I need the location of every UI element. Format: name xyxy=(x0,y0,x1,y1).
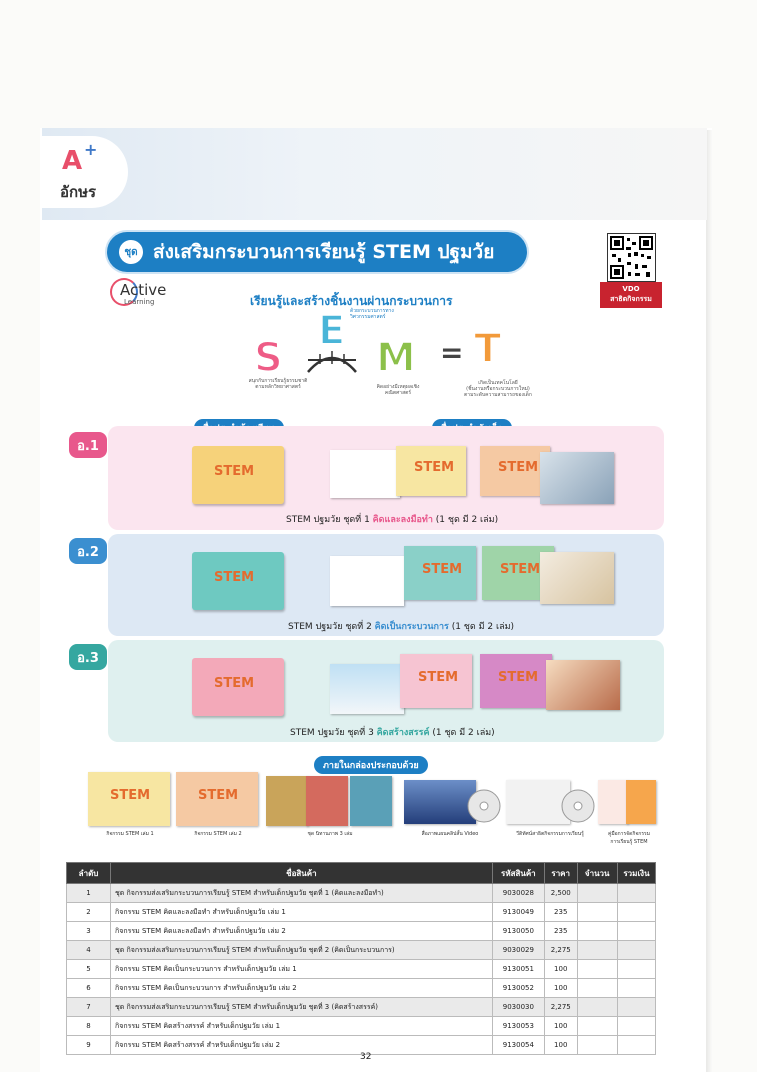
qr-code-icon[interactable] xyxy=(607,233,656,282)
title-prefix-badge: ชุด xyxy=(119,240,143,264)
table-row xyxy=(67,998,656,1017)
row-price: 100 xyxy=(544,960,577,979)
row-product-code: 9130050 xyxy=(492,922,544,941)
row-number: 6 xyxy=(67,979,111,998)
book-stem-logo: STEM xyxy=(500,562,541,577)
book-stem-logo: STEM xyxy=(498,670,539,685)
contents-thumb-3b xyxy=(306,776,348,826)
contents-thumb-6a xyxy=(598,780,628,824)
book-stem-logo: STEM xyxy=(498,460,539,475)
row-product-name: กิจกรรม STEM คิดเป็นกระบวนการ สำหรับเด็กปฐมวัย เล่ม 1 xyxy=(111,960,493,979)
box-stem-logo: STEM xyxy=(214,464,255,479)
page-shadow xyxy=(706,130,712,1072)
page-title: ส่งเสริมกระบวนการเรียนรู้ STEM ปฐมวัย xyxy=(153,241,495,263)
contents-thumb-2 xyxy=(176,772,258,826)
page-number: 32 xyxy=(360,1052,372,1062)
row-quantity-cell[interactable] xyxy=(577,960,617,979)
row-price: 100 xyxy=(544,1017,577,1036)
child-book-3c xyxy=(480,654,552,708)
contents-caption-6: คู่มือการจัดกิจกรรม การเรียนรู้ STEM xyxy=(608,831,650,845)
set-code-2: อ.2 xyxy=(69,538,107,564)
set-caption-2-highlight: คิดเป็นกระบวนการ xyxy=(374,622,449,632)
child-book-3d xyxy=(546,660,620,710)
box-stem-logo: STEM xyxy=(214,676,255,691)
row-quantity-cell[interactable] xyxy=(577,979,617,998)
set-caption-1-pre: STEM ปฐมวัย ชุดที่ 1 xyxy=(286,515,373,525)
row-quantity-cell[interactable] xyxy=(577,922,617,941)
caption-m: คิดอย่างมีเหตุผลเชิง คณิตศาสตร์ xyxy=(376,384,420,396)
table-row xyxy=(67,903,656,922)
contents-thumb-3c xyxy=(350,776,392,826)
row-product-name: ชุด กิจกรรมส่งเสริมกระบวนการเรียนรู้ STEM สำหรับเด็กปฐมวัย ชุดที่ 3 (คิดสร้างสรรค์) xyxy=(111,998,493,1017)
caption-s: สนุกกับการเรียนรู้ธรรมชาติ ตามหลักวิทยาศาสตร์ xyxy=(248,378,308,390)
row-quantity-cell[interactable] xyxy=(577,1017,617,1036)
col-name: ชื่อสินค้า xyxy=(111,863,493,884)
letter-t: T xyxy=(474,326,502,372)
row-total-cell[interactable] xyxy=(617,1017,655,1036)
set-caption-2-post: (1 ชุด มี 2 เล่ม) xyxy=(448,622,515,632)
set-caption-1 xyxy=(286,512,498,526)
order-table xyxy=(66,862,656,1055)
set-caption-1-highlight: คิดและลงมือทำ xyxy=(372,515,433,525)
child-book-1d xyxy=(540,452,614,504)
contents-caption-1: กิจกรรม STEM เล่ม 1 xyxy=(106,831,154,837)
row-quantity-cell[interactable] xyxy=(577,941,617,960)
col-code: รหัสสินค้า xyxy=(492,863,544,884)
active-learning-line1: Active xyxy=(120,281,167,299)
row-price: 235 xyxy=(544,903,577,922)
row-number: 1 xyxy=(67,884,111,903)
contents-thumb-3a xyxy=(266,776,308,826)
set-code-3: อ.3 xyxy=(69,644,107,670)
row-price: 235 xyxy=(544,922,577,941)
table-row xyxy=(67,922,656,941)
set-caption-2-pre: STEM ปฐมวัย ชุดที่ 2 xyxy=(288,622,375,632)
set-caption-3-highlight: คิดสร้างสรรค์ xyxy=(376,728,430,738)
row-number: 8 xyxy=(67,1017,111,1036)
row-number: 2 xyxy=(67,903,111,922)
row-total-cell[interactable] xyxy=(617,903,655,922)
row-product-code: 9030029 xyxy=(492,941,544,960)
caption-e: ด้วยกระบวนการทาง วิศวกรรมศาสตร์ xyxy=(350,308,394,320)
row-number: 4 xyxy=(67,941,111,960)
box-stem-logo: STEM xyxy=(214,570,255,585)
row-price: 100 xyxy=(544,979,577,998)
row-product-code: 9130054 xyxy=(492,1036,544,1055)
row-total-cell[interactable] xyxy=(617,979,655,998)
contents-label: ภายในกล่องประกอบด้วย xyxy=(314,756,428,774)
book-stem-logo: STEM xyxy=(414,460,455,475)
col-qty: จำนวน xyxy=(577,863,617,884)
row-product-name: ชุด กิจกรรมส่งเสริมกระบวนการเรียนรู้ STEM สำหรับเด็กปฐมวัย ชุดที่ 1 (คิดและลงมือทำ) xyxy=(111,884,493,903)
letter-e: E xyxy=(318,308,346,354)
col-no: ลำดับ xyxy=(67,863,111,884)
row-product-name: กิจกรรม STEM คิดและลงมือทำ สำหรับเด็กปฐมวัย เล่ม 2 xyxy=(111,922,493,941)
row-product-name: กิจกรรม STEM คิดและลงมือทำ สำหรับเด็กปฐมวัย เล่ม 1 xyxy=(111,903,493,922)
set-caption-3-pre: STEM ปฐมวัย ชุดที่ 3 xyxy=(290,728,377,738)
contents-thumb-6b xyxy=(626,780,656,824)
book-stem-logo: STEM xyxy=(422,562,463,577)
row-quantity-cell[interactable] xyxy=(577,1036,617,1055)
row-quantity-cell[interactable] xyxy=(577,903,617,922)
table-row xyxy=(67,941,656,960)
brand-name: อักษร xyxy=(60,183,97,201)
letter-m: M xyxy=(376,335,416,381)
set-caption-3 xyxy=(290,725,495,739)
row-total-cell[interactable] xyxy=(617,884,655,903)
row-product-code: 9130053 xyxy=(492,1017,544,1036)
table-header-row xyxy=(67,863,656,884)
row-product-name: ชุด กิจกรรมส่งเสริมกระบวนการเรียนรู้ STEM สำหรับเด็กปฐมวัย ชุดที่ 2 (คิดเป็นกระบวนการ) xyxy=(111,941,493,960)
classroom-box-2 xyxy=(192,552,284,610)
table-row xyxy=(67,979,656,998)
active-learning-line2: Learning xyxy=(124,298,155,306)
child-book-1b xyxy=(396,446,466,496)
letter-s: S xyxy=(254,335,283,381)
row-quantity-cell[interactable] xyxy=(577,998,617,1017)
row-total-cell[interactable] xyxy=(617,941,655,960)
page-title-banner xyxy=(107,232,527,272)
child-book-2b xyxy=(404,546,476,600)
child-book-2d xyxy=(540,552,614,604)
header-watermark xyxy=(330,158,346,204)
qr-label-line1: VDO xyxy=(622,285,640,293)
table-row xyxy=(67,884,656,903)
row-product-name: กิจกรรม STEM คิดสร้างสรรค์ สำหรับเด็กปฐมวัย เล่ม 1 xyxy=(111,1017,493,1036)
contents-caption-2: กิจกรรม STEM เล่ม 2 xyxy=(194,831,242,837)
row-price: 2,275 xyxy=(544,941,577,960)
set-caption-2 xyxy=(288,619,514,633)
child-book-2a xyxy=(330,556,404,606)
classroom-box-1 xyxy=(192,446,284,504)
header-band xyxy=(42,128,707,220)
bridge-icon xyxy=(306,342,358,376)
row-total-cell[interactable] xyxy=(617,998,655,1017)
qr-label xyxy=(600,282,662,308)
contents-caption-4: สื่อภาพแผนคลิปสั้น Video xyxy=(421,831,479,837)
qr-label-line2: สาธิตกิจกรรม xyxy=(610,295,652,303)
child-book-3a xyxy=(330,664,404,714)
row-total-cell[interactable] xyxy=(617,960,655,979)
row-number: 3 xyxy=(67,922,111,941)
table-row xyxy=(67,1017,656,1036)
row-quantity-cell[interactable] xyxy=(577,884,617,903)
thumb-stem-logo: STEM xyxy=(110,788,151,803)
row-product-name: กิจกรรม STEM คิดสร้างสรรค์ สำหรับเด็กปฐมวัย เล่ม 2 xyxy=(111,1036,493,1055)
col-total: รวมเงิน xyxy=(617,863,655,884)
caption-t: เกิดเป็นเทคโนโลยี (ชิ้นงานหรือกระบวนการใหม่) ตามระดับความสามารถของเด็ก xyxy=(464,380,532,398)
book-stem-logo: STEM xyxy=(418,670,459,685)
row-total-cell[interactable] xyxy=(617,1036,655,1055)
row-number: 9 xyxy=(67,1036,111,1055)
contents-caption-5: วีดิทัศน์สาธิตกิจกรรมการเรียนรู้ xyxy=(516,831,584,837)
row-product-code: 9030030 xyxy=(492,998,544,1017)
contents-caption-3: ชุด นิทานภาพ 3 เล่ม xyxy=(307,831,353,837)
classroom-box-3 xyxy=(192,658,284,716)
row-number: 5 xyxy=(67,960,111,979)
set-caption-1-post: (1 ชุด มี 2 เล่ม) xyxy=(432,515,499,525)
equals-sign: = xyxy=(440,336,464,369)
contents-thumb-1 xyxy=(88,772,170,826)
row-product-code: 9130052 xyxy=(492,979,544,998)
row-product-code: 9030028 xyxy=(492,884,544,903)
set-code-1: อ.1 xyxy=(69,432,107,458)
row-product-code: 9130051 xyxy=(492,960,544,979)
table-row xyxy=(67,960,656,979)
row-product-name: กิจกรรม STEM คิดเป็นกระบวนการ สำหรับเด็กปฐมวัย เล่ม 2 xyxy=(111,979,493,998)
demo-disc-icon xyxy=(560,788,596,824)
row-product-code: 9130049 xyxy=(492,903,544,922)
thumb-stem-logo: STEM xyxy=(198,788,239,803)
video-disc-icon xyxy=(466,788,502,824)
row-price: 100 xyxy=(544,1036,577,1055)
brand-plus-icon: + xyxy=(84,140,98,159)
child-book-3b xyxy=(400,654,472,708)
set-caption-3-post: (1 ชุด มี 2 เล่ม) xyxy=(429,728,495,738)
child-book-1a xyxy=(330,450,400,498)
row-price: 2,275 xyxy=(544,998,577,1017)
brand-logo-icon: A xyxy=(62,146,83,176)
row-total-cell[interactable] xyxy=(617,922,655,941)
row-number: 7 xyxy=(67,998,111,1017)
col-price: ราคา xyxy=(544,863,577,884)
row-price: 2,500 xyxy=(544,884,577,903)
stem-lead-text: เรียนรู้และสร้างชิ้นงานผ่านกระบวนการ xyxy=(250,294,453,308)
